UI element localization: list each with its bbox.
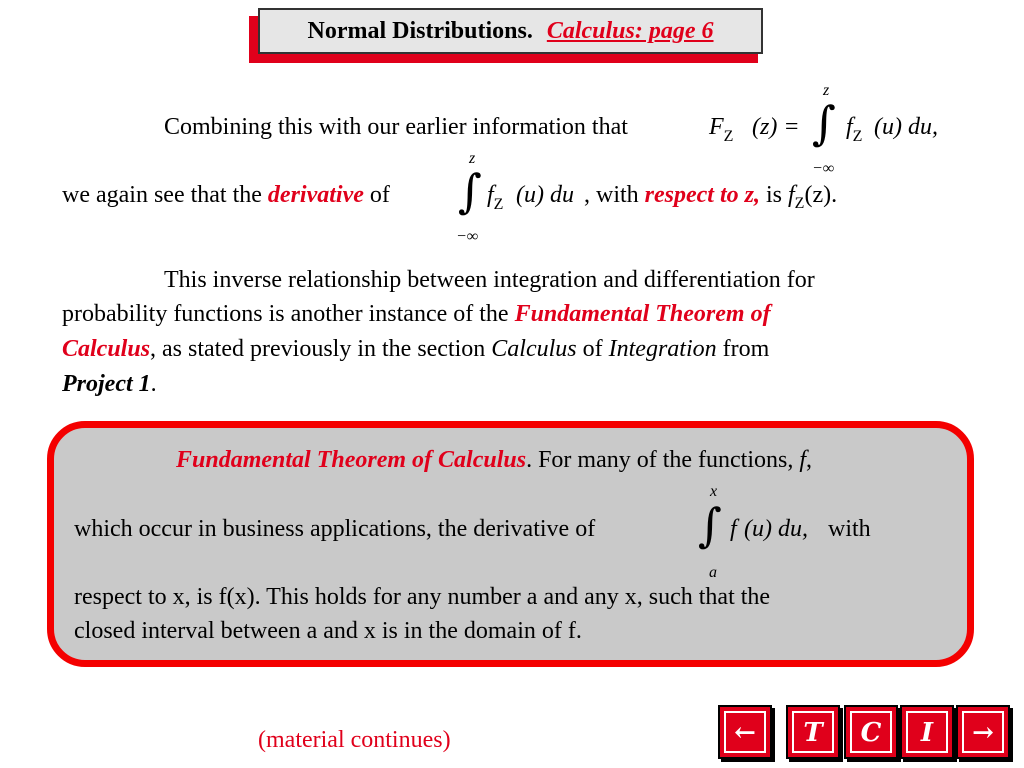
calculus-label: C (850, 711, 892, 753)
callout-line2-with: with (828, 516, 871, 542)
eq1-F: $F_Z$ (709, 114, 734, 145)
eq1-lhs: (z) = (752, 114, 800, 140)
para1-line2: we again see that the derivative of (62, 182, 390, 208)
material-continues: (material continues) (258, 727, 451, 753)
callout-line1: Fundamental Theorem of Calculus. For many of the functions, f, (176, 447, 813, 473)
eq3-rhs: (u) du, (744, 516, 808, 542)
eq3-f: f (730, 516, 737, 542)
eq1-upper-limit: z (823, 82, 830, 99)
para1-line1: Combining this with our earlier information that (164, 114, 628, 140)
index-label: I (906, 711, 948, 753)
eq2-rhs: (u) du (516, 182, 574, 208)
eq2-fZ: $f_Z$ (487, 182, 504, 213)
eq2-lower-limit: −∞ (456, 228, 479, 245)
para2-line3: Calculus, as stated previously in the section Calculus of Integration from (62, 336, 770, 362)
callout-line3: respect to x, is f(x). This holds for any number a and any x, such that the (74, 584, 771, 610)
callout-line2: which occur in business applications, the derivative of (74, 516, 596, 542)
title-main: Normal Distributions. (307, 18, 533, 44)
arrow-right-icon: → (962, 711, 1004, 753)
calculus-button[interactable] (844, 705, 898, 759)
eq3-upper-limit: x (710, 483, 718, 500)
integral-sign-3: ∫ (698, 498, 722, 552)
eq1-fZ: $f_Z$ (846, 114, 863, 145)
eq1-lower-limit: −∞ (812, 160, 835, 177)
para2-line2: probability functions is another instance of the Fundamental Theorem of (62, 301, 771, 327)
toc-label: T (792, 711, 834, 753)
eq2-upper-limit: z (469, 150, 476, 167)
arrow-left-icon: ← (724, 711, 766, 753)
title-sub: Calculus: page 6 (546, 18, 714, 44)
integral-sign-2: ∫ (458, 164, 482, 218)
para1-line2-rest: , with respect to z, is $f_Z(z)$. (584, 182, 838, 212)
index-button[interactable] (900, 705, 954, 759)
prev-button[interactable] (718, 705, 772, 759)
eq3-lower-limit: a (709, 564, 717, 581)
page-title (258, 8, 763, 54)
toc-button[interactable] (786, 705, 840, 759)
next-button[interactable] (956, 705, 1010, 759)
callout-line4: closed interval between a and x is in the domain of f. (74, 618, 582, 644)
para2-line1: This inverse relationship between integration and differentiation for (164, 267, 815, 293)
para2-line4: Project 1. (62, 371, 157, 397)
eq1-rhs: (u) du, (874, 114, 938, 140)
integral-sign-1: ∫ (812, 96, 836, 150)
